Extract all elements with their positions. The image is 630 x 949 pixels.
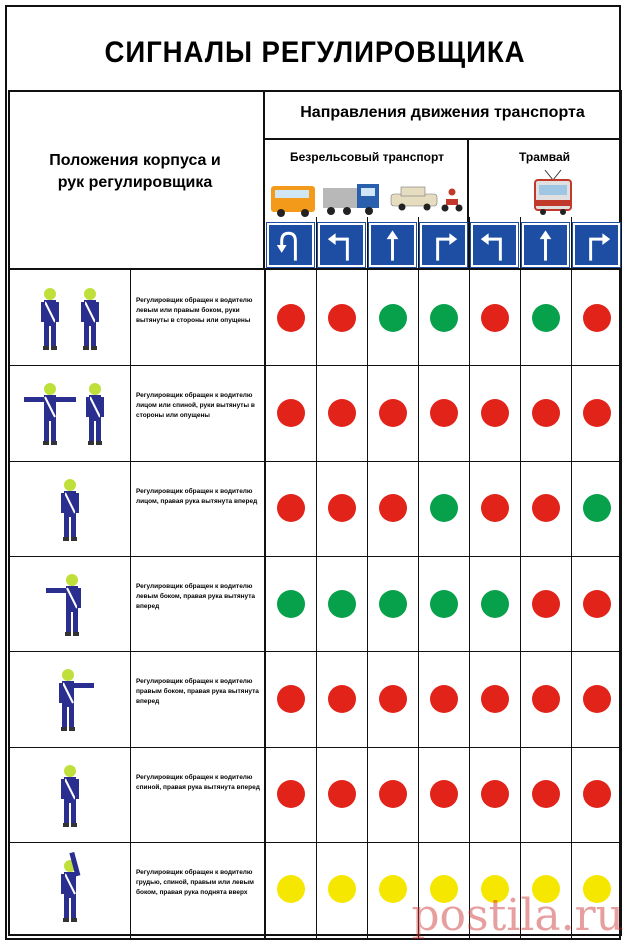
signal-red-light [277,494,305,522]
signal-red-light [430,685,458,713]
signal-red-light [379,780,407,808]
pose-description: Регулировщик обращен к водителю спиной, правая рука вытянута вперед [136,773,260,791]
signal-red-light [532,494,560,522]
signal-green-light [379,590,407,618]
signal-red-light [583,304,611,332]
row-divider [10,461,620,462]
signal-red-light [328,494,356,522]
row-divider [10,842,620,843]
tram-icon [527,168,577,218]
signal-yellow-light [277,875,305,903]
column-divider [418,217,419,938]
signal-red-light [277,399,305,427]
signal-green-light [328,590,356,618]
signal-green-light [430,590,458,618]
direction-sign-uturn-left-icon [267,223,314,267]
pose-description: Регулировщик обращен к водителю левым или правым боком, руки вытянуты в стороны или опущены [136,297,253,324]
signal-yellow-light [379,875,407,903]
signal-red-light [481,494,509,522]
officer-pose-right-side-right-arm-forward-icon [10,661,130,737]
signal-red-light [481,304,509,332]
officer-pose-arm-raised-icon [10,852,130,928]
row-divider [10,556,620,557]
pose-description: Регулировщик обращен к водителю лицом, правая рука вытянута вперед [136,487,258,505]
header-group2-label: Трамвай [518,150,571,164]
signal-red-light [532,590,560,618]
signal-red-light [481,685,509,713]
row-divider [10,747,620,748]
direction-sign-left-icon [318,223,365,267]
pose-description: Регулировщик обращен к водителю правым боком, правая рука вытянута вперед [136,678,259,706]
signal-red-light [277,780,305,808]
signal-red-light [430,399,458,427]
column-divider [367,217,368,938]
signal-red-light [328,399,356,427]
car-icon [391,187,437,211]
signal-red-light [583,685,611,713]
header-left-cell [10,92,265,270]
pose-description: Регулировщик обращен к водителю левым боком, правая рука вытянута вперед [136,582,256,610]
signal-red-light [481,399,509,427]
signal-red-light [277,304,305,332]
column-divider [571,217,572,938]
direction-sign-right-icon [420,223,467,267]
column-divider [316,217,317,938]
direction-sign-left-icon [471,223,518,267]
direction-sign-right-icon [573,223,620,267]
signal-green-light [277,590,305,618]
signal-green-light [430,494,458,522]
officer-pose-left-side-right-arm-forward-icon [10,566,130,642]
text-signal-divider [264,270,266,938]
column-divider [520,217,521,938]
pose-description: Регулировщик обращен к водителю лицом или спиной, руки вытянуты в стороны или опущены [136,392,255,420]
signal-red-light [532,780,560,808]
signal-red-light [583,399,611,427]
signal-green-light [583,494,611,522]
header-left-label: Положения корпуса и рук регулировщика [49,152,221,191]
row-divider [10,651,620,652]
pose-text-divider [130,270,131,938]
signal-red-light [328,685,356,713]
pose-description: Регулировщик обращен к водителю грудью, спиной, правым или левым боком, правая рука поднята вверх [136,868,254,896]
officer-pose-back-right-arm-forward-icon [10,757,130,833]
header-main-cell [265,92,620,140]
signal-yellow-light [328,875,356,903]
signal-red-light [277,685,305,713]
bus-icon [271,186,315,217]
officer-pose-facing-right-arm-forward-icon [10,471,130,547]
signal-red-light [379,685,407,713]
signal-red-light [379,494,407,522]
signals-table [8,90,622,936]
signal-red-light [532,399,560,427]
poster-title: СИГНАЛЫ РЕГУЛИРОВЩИКА [104,36,526,69]
direction-sign-straight-icon [522,223,569,267]
signal-red-light [532,685,560,713]
direction-sign-straight-icon [369,223,416,267]
signal-red-light [430,780,458,808]
header-main-label: Направления движения транспорта [300,104,585,121]
signal-red-light [379,399,407,427]
signal-red-light [583,780,611,808]
signal-red-light [328,780,356,808]
row-divider [10,365,620,366]
signal-green-light [379,304,407,332]
signal-green-light [430,304,458,332]
header-group1-label: Безрельсовый транспорт [289,150,445,164]
column-divider [469,217,470,938]
officer-pose-arms-out-front-back-icon [10,375,130,451]
watermark: postila.ru [411,890,624,941]
motorcycle-icon [442,189,463,212]
truck-icon [323,184,379,215]
officer-pose-side-arms-down-icon [10,280,130,356]
signal-green-light [481,590,509,618]
signal-red-light [583,590,611,618]
signal-red-light [481,780,509,808]
signal-red-light [328,304,356,332]
signal-green-light [532,304,560,332]
